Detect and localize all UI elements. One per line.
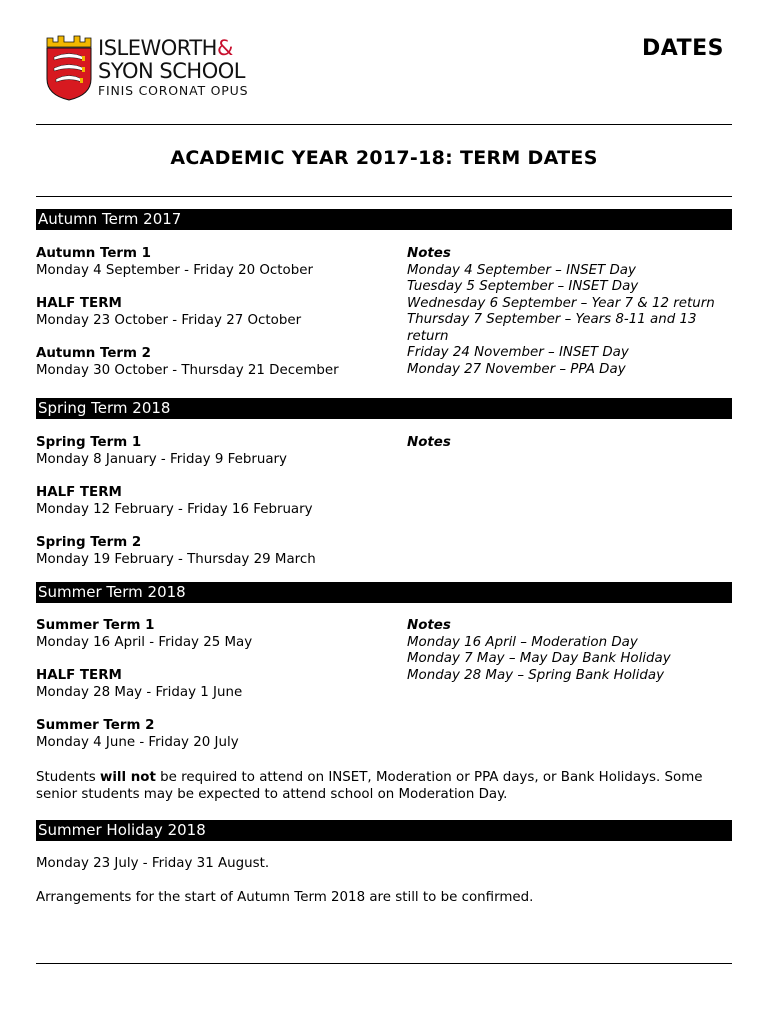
- section-heading-spring: Spring Term 2018: [36, 398, 732, 419]
- spring-terms: [36, 435, 396, 585]
- summer-notes: [407, 618, 732, 684]
- term-block: [36, 618, 396, 651]
- note-item: return: [407, 328, 449, 344]
- term-label: Summer Term 1: [36, 618, 155, 633]
- term-dates: Monday 23 October - Friday 27 October: [36, 312, 302, 328]
- holiday-arrangements: Arrangements for the start of Autumn Term 2018 are still to be confirmed.: [36, 890, 534, 905]
- school-crest-icon: [46, 35, 92, 101]
- section-heading-summer: Summer Term 2018: [36, 582, 732, 603]
- term-label: HALF TERM: [36, 668, 122, 683]
- note-item: Thursday 7 September – Years 8-11 and 13: [407, 312, 697, 327]
- school-logo: [46, 35, 266, 105]
- term-block: [36, 718, 396, 751]
- notes-heading: Notes: [407, 618, 451, 633]
- term-block: [36, 535, 396, 568]
- autumn-notes: [407, 246, 732, 378]
- section-heading-autumn: Autumn Term 2017: [36, 209, 732, 230]
- term-label: Autumn Term 2: [36, 346, 151, 361]
- attendance-note-after: be required to attend on INSET, Moderation or PPA days, or Bank Holidays. Some senior students may be expected to attend school on Moderation Day.: [36, 770, 703, 802]
- page-tag: DATES: [642, 36, 724, 61]
- attendance-note-emphasis: will not: [99, 770, 156, 785]
- note-item: Monday 27 November – PPA Day: [407, 361, 626, 377]
- spring-notes: [407, 435, 732, 452]
- note-item: Monday 16 April – Moderation Day: [407, 634, 638, 650]
- divider-title: [36, 196, 732, 197]
- divider-bottom: [36, 963, 732, 964]
- term-dates: Monday 8 January - Friday 9 February: [36, 451, 287, 467]
- school-name: [98, 37, 245, 83]
- notes-heading: Notes: [407, 246, 451, 261]
- term-label: Spring Term 1: [36, 435, 142, 450]
- note-item: Friday 24 November – INSET Day: [407, 345, 629, 360]
- term-dates: Monday 4 September - Friday 20 October: [36, 262, 313, 278]
- section-heading-holiday: Summer Holiday 2018: [36, 820, 732, 841]
- school-name-line2: SYON SCHOOL: [98, 59, 245, 83]
- term-dates: Monday 12 February - Friday 16 February: [36, 501, 313, 517]
- school-name-ampersand: &: [216, 36, 233, 60]
- divider-top: [36, 124, 732, 125]
- term-dates: Monday 28 May - Friday 1 June: [36, 684, 243, 700]
- page-title: ACADEMIC YEAR 2017-18: TERM DATES: [170, 147, 598, 169]
- note-item: Tuesday 5 September – INSET Day: [407, 279, 639, 294]
- term-label: Spring Term 2: [36, 535, 142, 550]
- term-dates: Monday 4 June - Friday 20 July: [36, 734, 239, 750]
- term-label: HALF TERM: [36, 296, 122, 311]
- term-block: [36, 346, 396, 379]
- notes-heading: Notes: [407, 435, 451, 450]
- term-block: [36, 668, 396, 701]
- term-dates: Monday 16 April - Friday 25 May: [36, 634, 253, 650]
- term-block: [36, 435, 396, 468]
- note-item: Monday 7 May – May Day Bank Holiday: [407, 651, 671, 666]
- term-dates: Monday 19 February - Thursday 29 March: [36, 551, 316, 567]
- term-block: [36, 246, 396, 279]
- autumn-terms: [36, 246, 396, 396]
- term-block: [36, 485, 396, 518]
- term-label: HALF TERM: [36, 485, 122, 500]
- term-label: Summer Term 2: [36, 718, 155, 733]
- holiday-dates: Monday 23 July - Friday 31 August.: [36, 856, 270, 871]
- term-label: Autumn Term 1: [36, 246, 151, 261]
- note-item: Wednesday 6 September – Year 7 & 12 return: [407, 295, 715, 311]
- term-dates: Monday 30 October - Thursday 21 December: [36, 362, 339, 378]
- attendance-note-before: Students: [36, 770, 100, 785]
- summer-terms: [36, 618, 396, 768]
- school-name-line1: ISLEWORTH: [98, 36, 217, 60]
- note-item: Monday 4 September – INSET Day: [407, 262, 636, 278]
- attendance-note: [36, 770, 736, 803]
- note-item: Monday 28 May – Spring Bank Holiday: [407, 667, 664, 683]
- school-motto: FINIS CORONAT OPUS: [98, 83, 249, 98]
- term-block: [36, 296, 396, 329]
